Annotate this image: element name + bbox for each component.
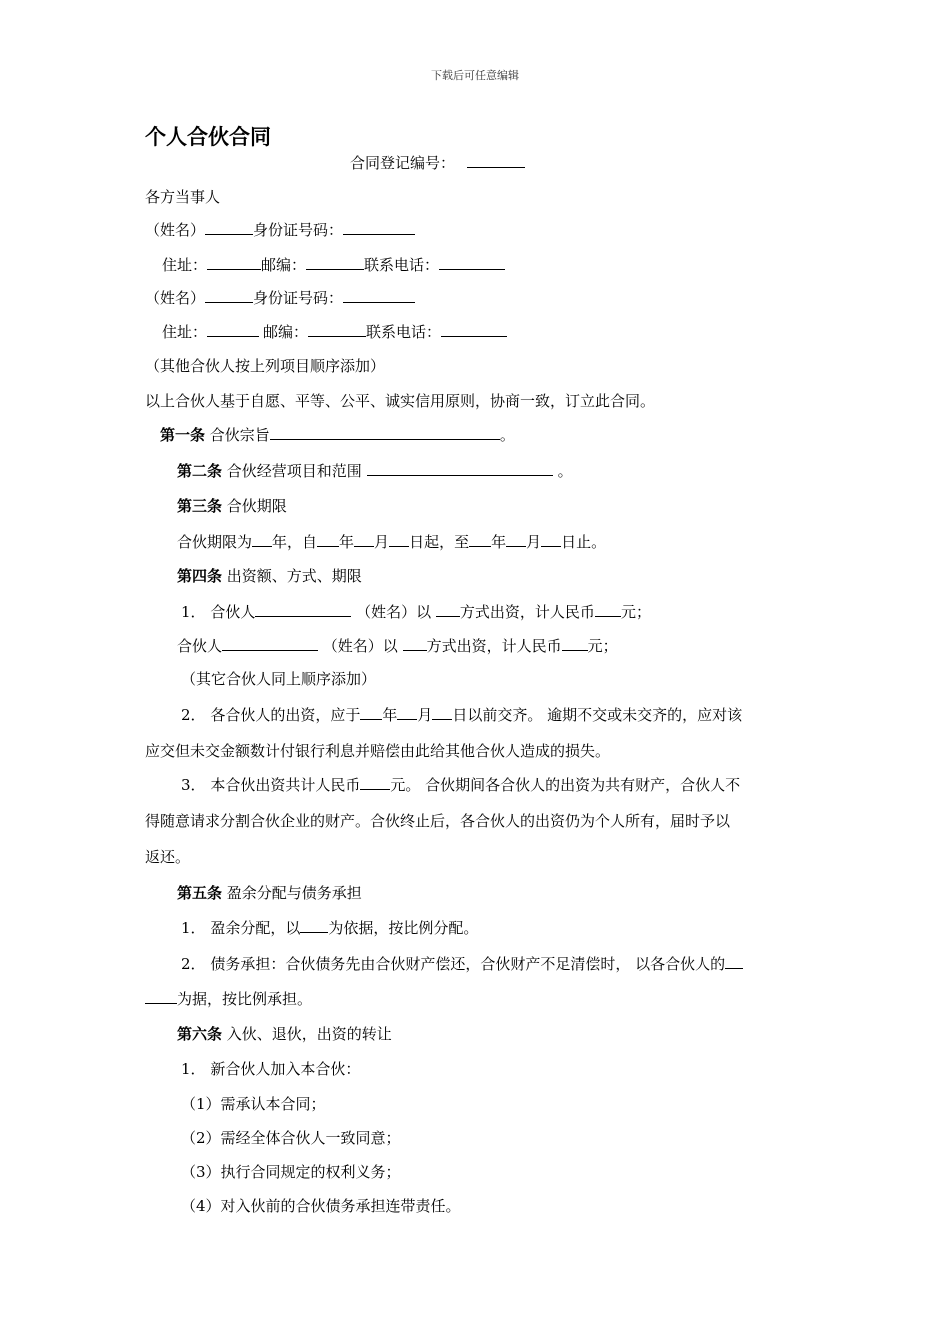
c1-amount-blank[interactable]	[595, 602, 621, 617]
c2-way-blank[interactable]	[403, 636, 427, 651]
article-2-blank[interactable]	[367, 461, 553, 476]
c4-num: 3．	[181, 776, 206, 794]
d2-basis-blank-a[interactable]	[725, 954, 743, 969]
party1-id-label: 身份证号码：	[253, 221, 344, 239]
d1-num: 1．	[181, 919, 206, 937]
registration-number	[350, 153, 525, 173]
registration-blank[interactable]	[467, 153, 525, 168]
c3-year-blank[interactable]	[360, 705, 382, 720]
d2-t1: 债务承担：合伙债务先由合伙财产偿还，合伙财产不足清偿时， 以各合伙人的	[210, 955, 726, 973]
d1-t1: 盈余分配，以	[210, 919, 301, 937]
article-3	[177, 496, 287, 516]
party1-line1	[145, 220, 415, 240]
c1-n: （姓名）以	[356, 603, 432, 621]
term-end-month-blank[interactable]	[506, 532, 526, 547]
article-2-label: 第二条	[177, 462, 223, 480]
term-t5: 日起，至	[409, 533, 470, 551]
term-t4: 月	[374, 533, 390, 551]
c3-month-blank[interactable]	[397, 705, 417, 720]
party1-id-blank[interactable]	[343, 220, 415, 235]
c2-amount-blank[interactable]	[562, 636, 588, 651]
document-title: 个人合伙合同	[145, 125, 271, 149]
term-t3: 年	[339, 533, 355, 551]
contribution-note: （其它合伙人同上顺序添加）	[181, 670, 377, 688]
term-start-month-blank[interactable]	[354, 532, 374, 547]
list-item: （2）需经全体合伙人一致同意；	[181, 1129, 401, 1147]
party1-addr-blank[interactable]	[207, 255, 261, 270]
contribution-2	[177, 636, 618, 656]
c2-n: （姓名）以	[322, 637, 398, 655]
party2-name-blank[interactable]	[205, 288, 253, 303]
article-1-text: 合伙宗旨	[209, 426, 270, 444]
c4-total-blank[interactable]	[360, 775, 390, 790]
contribution-deadline-line2: 应交但未交金额数计付银行利息并赔偿由此给其他合伙人造成的损失。	[145, 742, 611, 760]
registration-label: 合同登记编号：	[350, 154, 456, 172]
party2-zip-label: 邮编：	[263, 323, 309, 341]
c2-partner: 合伙人	[177, 637, 223, 655]
e1-text: 新合伙人加入本合伙：	[210, 1060, 361, 1078]
term-end-year-blank[interactable]	[469, 532, 491, 547]
party1-name-blank[interactable]	[205, 220, 253, 235]
c1-w: 方式出资，计人民币	[459, 603, 595, 621]
others-note: （其他合伙人按上列项目顺序添加）	[145, 357, 386, 375]
d2-basis-blank-b[interactable]	[145, 989, 177, 1004]
c2-y: 元；	[587, 637, 618, 655]
c3-t1: 各合伙人的出资，应于	[210, 706, 361, 724]
term-line	[177, 532, 606, 552]
c3-t3: 月	[417, 706, 433, 724]
profit-distribution	[181, 918, 478, 938]
article-4-text: 出资额、方式、期限	[226, 567, 362, 585]
debt-bearing	[181, 954, 743, 974]
article-5-text: 盈余分配与债务承担	[226, 884, 362, 902]
article-6-text: 入伙、退伙，出资的转让	[226, 1025, 392, 1043]
term-t2: 年，自	[272, 533, 318, 551]
contribution-1	[181, 602, 651, 622]
party2-id-blank[interactable]	[343, 288, 415, 303]
article-1-label: 第一条	[160, 426, 206, 444]
article-2-text: 合伙经营项目和范围	[226, 462, 362, 480]
party1-tel-blank[interactable]	[439, 255, 505, 270]
article-5-label: 第五条	[177, 884, 223, 902]
d1-t2: 为依据，按比例分配。	[328, 919, 479, 937]
contribution-total	[181, 775, 740, 795]
c3-t4: 日以前交齐。 逾期不交或未交齐的，应对该	[452, 706, 743, 724]
party1-tel-label: 联系电话：	[364, 256, 440, 274]
party2-addr-blank[interactable]	[207, 322, 259, 337]
article-4-label: 第四条	[177, 567, 223, 585]
article-4	[177, 566, 362, 586]
article-1-blank[interactable]	[270, 425, 500, 440]
term-years-blank[interactable]	[252, 532, 272, 547]
party2-tel-label: 联系电话：	[366, 323, 442, 341]
d2-t2: 为据，按比例承担。	[177, 990, 313, 1008]
c1-y: 元；	[620, 603, 651, 621]
contribution-deadline	[181, 705, 742, 725]
c2-w: 方式出资，计人民币	[426, 637, 562, 655]
party1-zip-label: 邮编：	[261, 256, 307, 274]
article-1	[160, 425, 515, 445]
c1-way-blank[interactable]	[436, 602, 460, 617]
article-3-label: 第三条	[177, 497, 223, 515]
article-3-text: 合伙期限	[226, 497, 287, 515]
contribution-total-line2: 得随意请求分割合伙企业的财产。合伙终止后，各合伙人的出资仍为个人所有，届时予以	[145, 812, 731, 830]
e1-num: 1．	[181, 1060, 206, 1078]
c3-day-blank[interactable]	[432, 705, 452, 720]
party2-line2	[162, 322, 507, 342]
d1-basis-blank[interactable]	[300, 918, 328, 933]
c1-name-blank[interactable]	[255, 602, 351, 617]
article-2-end: 。	[557, 462, 573, 480]
term-t7: 月	[526, 533, 542, 551]
article-6	[177, 1024, 392, 1044]
c1-partner: 合伙人	[210, 603, 256, 621]
party2-addr-label: 住址：	[162, 323, 208, 341]
article-2	[177, 461, 573, 481]
party1-zip-blank[interactable]	[306, 255, 364, 270]
term-start-year-blank[interactable]	[317, 532, 339, 547]
party1-addr-label: 住址：	[162, 256, 208, 274]
c2-name-blank[interactable]	[222, 636, 318, 651]
article-5	[177, 883, 362, 903]
term-t1: 合伙期限为	[177, 533, 253, 551]
list-item: （3）执行合同规定的权利义务；	[181, 1163, 401, 1181]
party1-name-label: （姓名）	[145, 221, 206, 239]
article-1-end: 。	[499, 426, 515, 444]
term-start-day-blank[interactable]	[389, 532, 409, 547]
new-partner	[181, 1059, 360, 1079]
party1-line2	[162, 255, 505, 275]
party2-zip-blank[interactable]	[308, 322, 366, 337]
preamble: 以上合伙人基于自愿、平等、公平、诚实信用原则，协商一致，订立此合同。	[145, 392, 656, 410]
c1-num: 1．	[181, 603, 206, 621]
parties-heading: 各方当事人	[145, 188, 221, 206]
c3-num: 2．	[181, 706, 206, 724]
d2-num: 2．	[181, 955, 206, 973]
article-6-label: 第六条	[177, 1025, 223, 1043]
party2-id-label: 身份证号码：	[253, 289, 344, 307]
term-end-day-blank[interactable]	[541, 532, 561, 547]
list-item: （4）对入伙前的合伙债务承担连带责任。	[181, 1197, 461, 1215]
party2-line1	[145, 288, 415, 308]
contribution-total-line3: 返还。	[145, 848, 191, 866]
term-t8: 日止。	[561, 533, 607, 551]
debt-bearing-line2	[145, 989, 312, 1009]
party2-tel-blank[interactable]	[441, 322, 507, 337]
c3-t2: 年	[382, 706, 398, 724]
c4-t2: 元。 合伙期间各合伙人的出资为共有财产，合伙人不	[390, 776, 741, 794]
term-t6: 年	[491, 533, 507, 551]
list-item: （1）需承认本合同；	[181, 1095, 326, 1113]
c4-t1: 本合伙出资共计人民币	[210, 776, 361, 794]
party2-name-label: （姓名）	[145, 289, 206, 307]
page-header: 下载后可任意编辑	[431, 69, 519, 82]
